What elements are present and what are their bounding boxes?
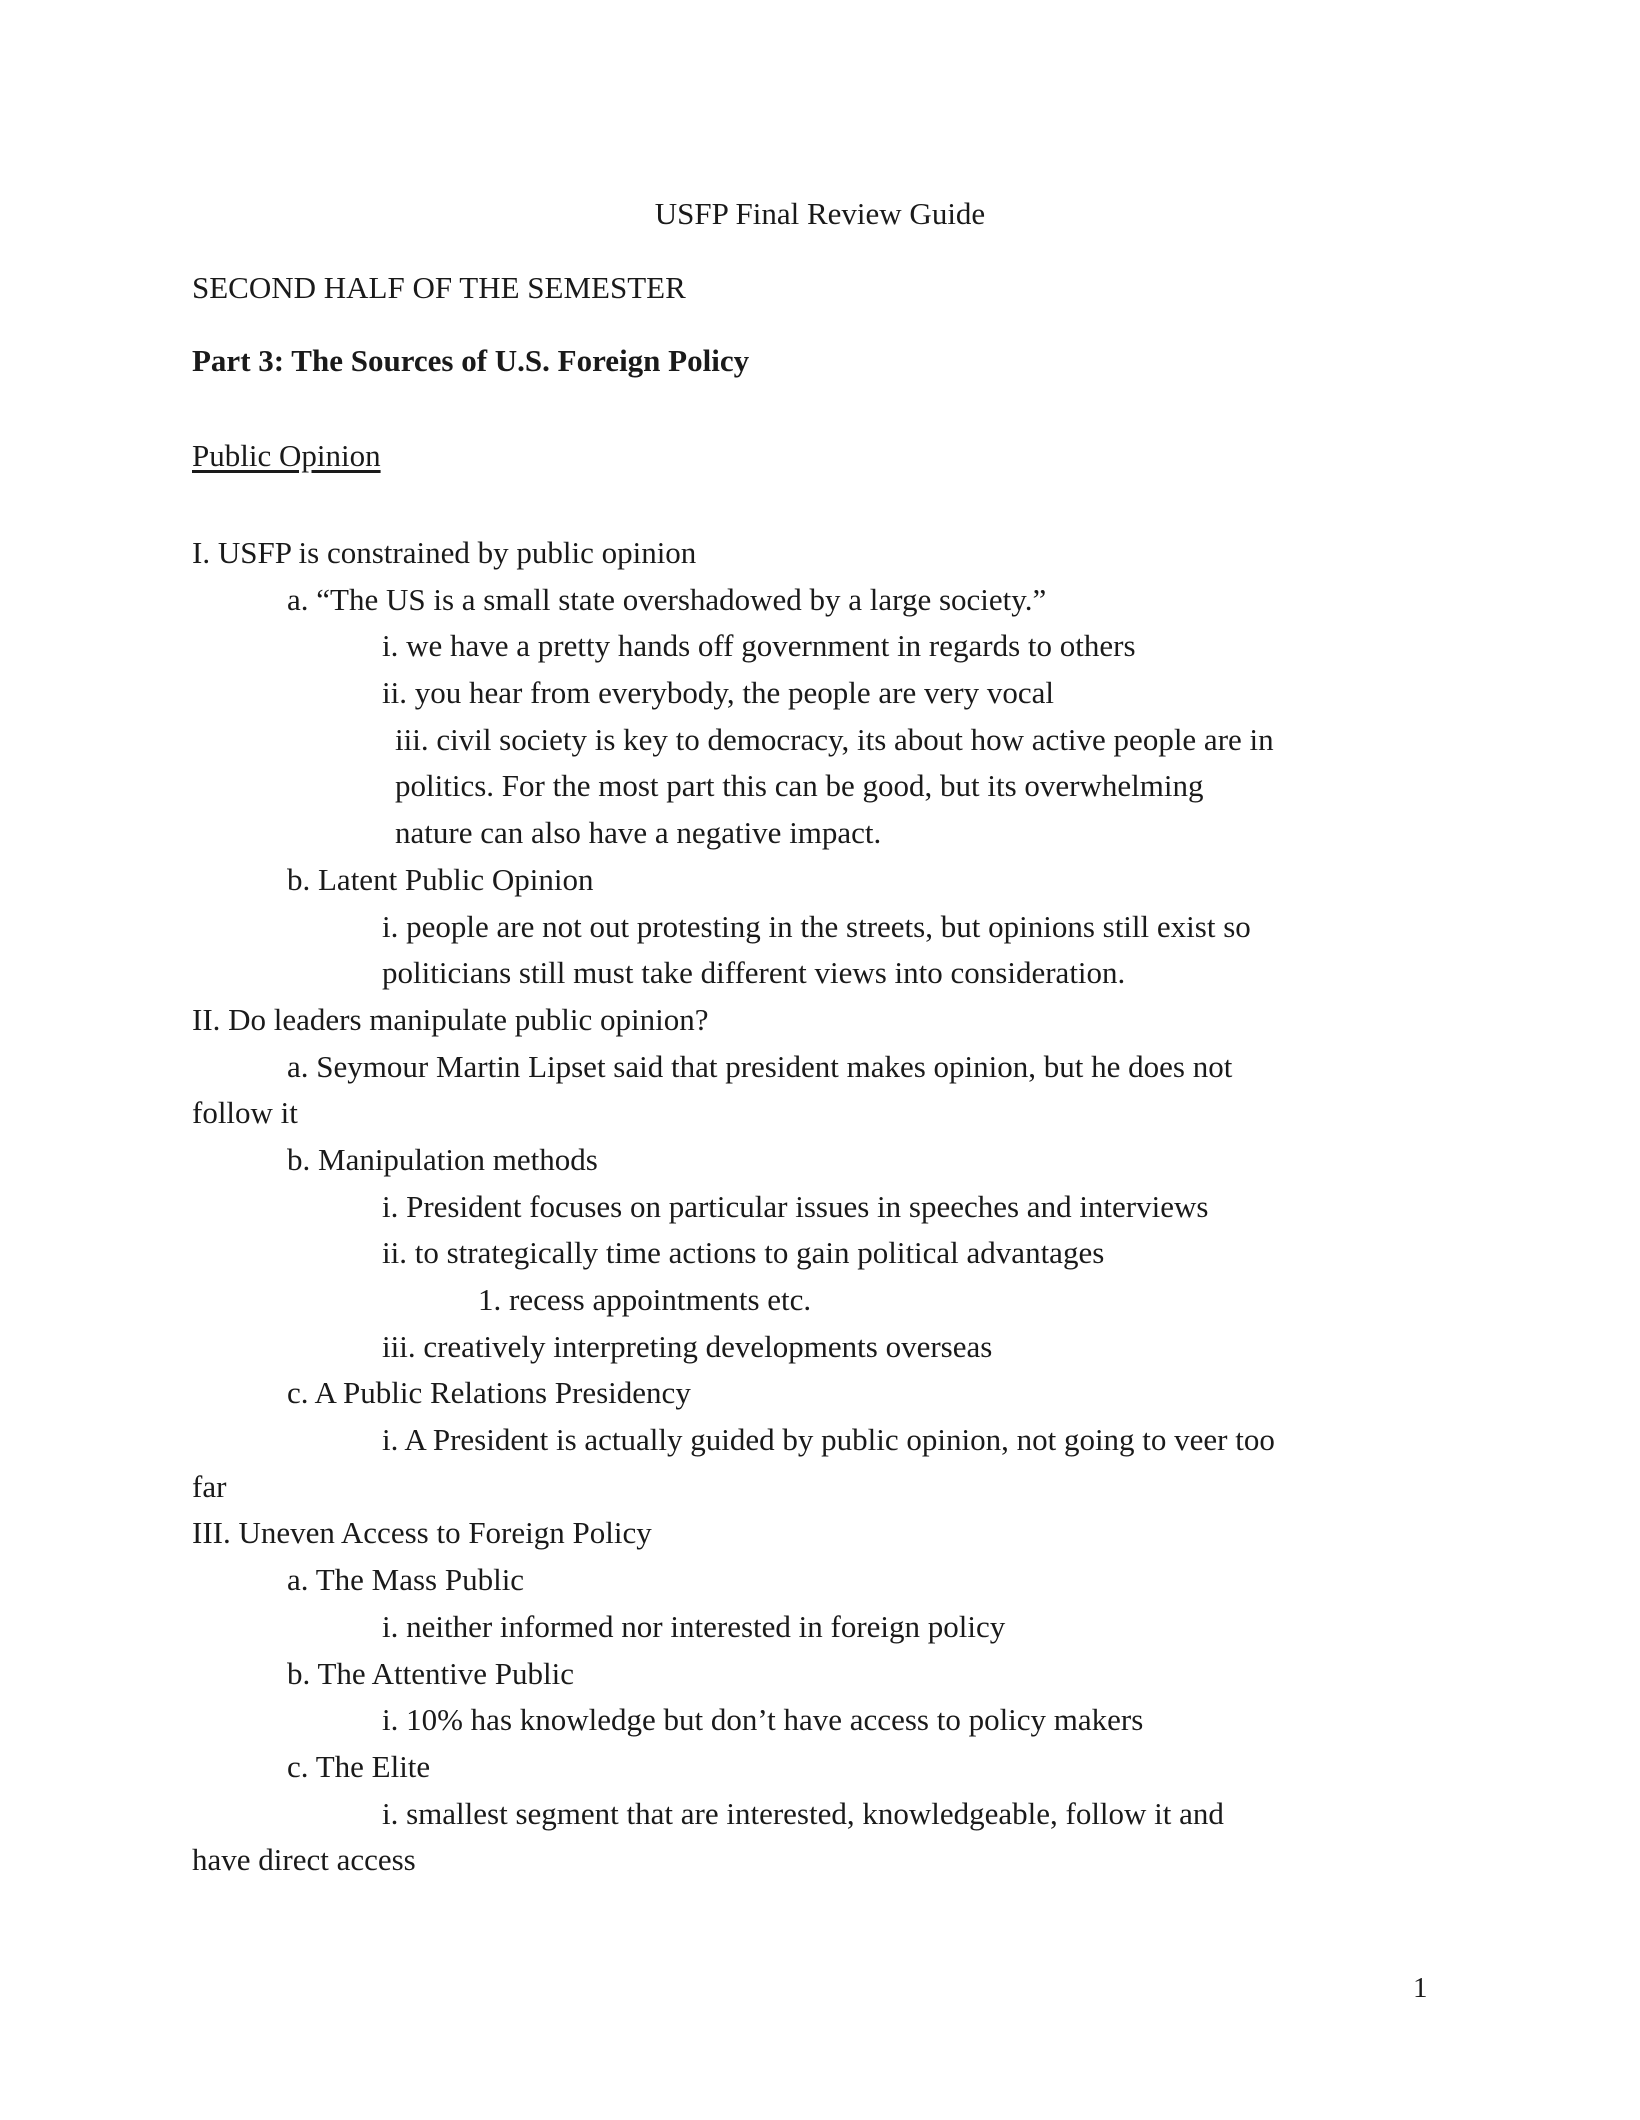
section-heading: SECOND HALF OF THE SEMESTER (192, 270, 686, 305)
outline-line: politics. For the most part this can be good, but its overwhelming (395, 768, 1204, 804)
outline-line: b. Latent Public Opinion (287, 861, 594, 897)
outline-line: i. President focuses on particular issues in speeches and interviews (382, 1188, 1209, 1224)
topic-heading: Public Opinion (192, 438, 381, 473)
outline-line: III. Uneven Access to Foreign Policy (192, 1515, 652, 1551)
outline-line: b. Manipulation methods (287, 1141, 598, 1177)
outline-line: c. The Elite (287, 1748, 431, 1784)
document-title: USFP Final Review Guide (654, 196, 986, 231)
outline-line: i. smallest segment that are interested, knowledgeable, follow it and (382, 1795, 1224, 1831)
outline-line: follow it (192, 1095, 298, 1131)
outline-line: nature can also have a negative impact. (395, 815, 882, 851)
outline-line: 1. recess appointments etc. (478, 1282, 812, 1317)
outline-line: iii. creatively interpreting developments overseas (382, 1328, 993, 1364)
outline-line: ii. to strategically time actions to gain political advantages (382, 1235, 1105, 1271)
outline-line: politicians still must take different views into consideration. (382, 955, 1126, 991)
part-heading: Part 3: The Sources of U.S. Foreign Policy (192, 343, 750, 378)
outline-line: a. The Mass Public (287, 1562, 525, 1598)
outline-line: a. Seymour Martin Lipset said that president makes opinion, but he does not (287, 1048, 1233, 1084)
outline-line: c. A Public Relations Presidency (287, 1375, 691, 1411)
outline-line: a. “The US is a small state overshadowed by a large society.” (287, 581, 1047, 617)
outline-line: i. 10% has knowledge but don’t have access to policy makers (382, 1702, 1144, 1738)
outline-line: b. The Attentive Public (287, 1655, 575, 1691)
page-number: 1 (1413, 1972, 1428, 2004)
outline-line: I. USFP is constrained by public opinion (192, 535, 697, 570)
outline-line: i. neither informed nor interested in foreign policy (382, 1608, 1006, 1644)
outline-line: far (192, 1468, 227, 1504)
outline-line: have direct access (192, 1842, 416, 1878)
outline-list (192, 530, 1452, 1884)
outline-line: i. people are not out protesting in the streets, but opinions still exist so (382, 908, 1251, 944)
outline-line: ii. you hear from everybody, the people are very vocal (382, 675, 1054, 711)
outline-line: II. Do leaders manipulate public opinion? (192, 1001, 709, 1037)
outline-line: i. A President is actually guided by public opinion, not going to veer too (382, 1422, 1275, 1458)
outline-line: i. we have a pretty hands off government in regards to others (382, 628, 1136, 664)
outline-line: iii. civil society is key to democracy, its about how active people are in (395, 721, 1274, 757)
